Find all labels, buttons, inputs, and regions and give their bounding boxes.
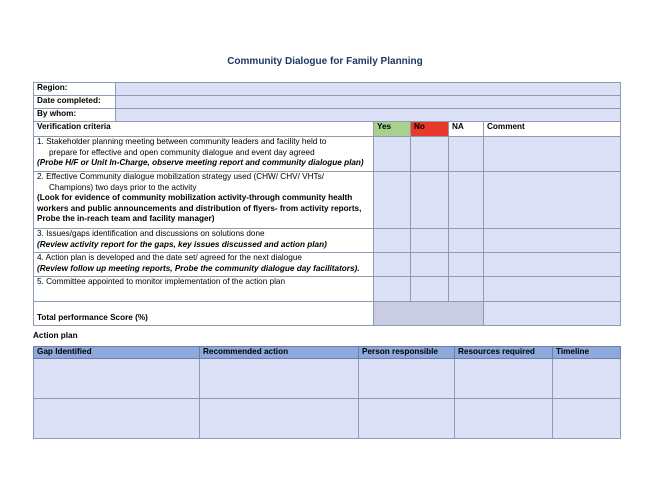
date-completed-field[interactable] <box>116 96 621 109</box>
gap-identified-header: Gap Identified <box>34 347 200 359</box>
yes-header: Yes <box>374 122 411 137</box>
resources-required-header: Resources required <box>455 347 553 359</box>
criterion-text: 2. Effective Community dialogue mobilization strategy used (CHW/ CHV/ VHTs/ Champions) two days prior to the activity (Look for evidence of community mobilization activity-through community health workers and public announcements and distribution of flyers- from activity reports, Probe the in-reach team and facility manager) <box>34 172 374 229</box>
by-whom-label: By whom: <box>34 109 116 122</box>
criterion-text: 1. Stakeholder planning meeting between community leaders and facility held to prepare for effective and open community dialogue and event day agreed (Probe H/F or Unit In-Charge, observe meeting report and community dialogue plan) <box>34 137 374 172</box>
yes-cell[interactable] <box>374 172 411 229</box>
person-responsible-header: Person responsible <box>359 347 455 359</box>
action-plan-label: Action plan <box>33 331 78 340</box>
date-completed-label: Date completed: <box>34 96 116 109</box>
criterion-text: 5. Committee appointed to monitor implementation of the action plan <box>34 277 374 302</box>
verification-table <box>33 82 621 326</box>
yes-cell[interactable] <box>374 137 411 172</box>
no-cell[interactable] <box>411 277 449 302</box>
person-responsible-cell[interactable] <box>359 398 455 438</box>
verification-criteria-header: Verification criteria <box>34 122 374 137</box>
recommended-action-cell[interactable] <box>200 358 359 398</box>
yes-cell[interactable] <box>374 277 411 302</box>
timeline-cell[interactable] <box>553 398 621 438</box>
na-header: NA <box>449 122 484 137</box>
na-cell[interactable] <box>449 137 484 172</box>
criterion-text: 3. Issues/gaps identification and discussions on solutions done (Review activity report for the gaps, key issues discussed and action plan) <box>34 229 374 253</box>
criterion-row-5 <box>34 277 621 302</box>
no-cell[interactable] <box>411 229 449 253</box>
comment-cell[interactable] <box>484 277 621 302</box>
total-comment-cell[interactable] <box>484 302 621 326</box>
na-cell[interactable] <box>449 229 484 253</box>
na-cell[interactable] <box>449 277 484 302</box>
yes-cell[interactable] <box>374 229 411 253</box>
total-score-row <box>34 302 621 326</box>
region-label: Region: <box>34 83 116 96</box>
action-row <box>34 398 621 438</box>
comment-header: Comment <box>484 122 621 137</box>
na-cell[interactable] <box>449 172 484 229</box>
comment-cell[interactable] <box>484 137 621 172</box>
timeline-header: Timeline <box>553 347 621 359</box>
criterion-text: 4. Action plan is developed and the date set/ agreed for the next dialogue (Review follow up meeting reports, Probe the community dialogue day facilitators). <box>34 253 374 277</box>
by-whom-field[interactable] <box>116 109 621 122</box>
region-field[interactable] <box>116 83 621 96</box>
total-score-cell[interactable] <box>374 302 484 326</box>
na-cell[interactable] <box>449 253 484 277</box>
timeline-cell[interactable] <box>553 358 621 398</box>
no-cell[interactable] <box>411 253 449 277</box>
no-cell[interactable] <box>411 137 449 172</box>
criterion-row-1 <box>34 137 621 172</box>
total-score-label: Total performance Score (%) <box>34 302 374 326</box>
page-title: Community Dialogue for Family Planning <box>227 56 423 67</box>
action-row <box>34 358 621 398</box>
no-cell[interactable] <box>411 172 449 229</box>
comment-cell[interactable] <box>484 229 621 253</box>
criterion-row-3 <box>34 229 621 253</box>
gap-identified-cell[interactable] <box>34 358 200 398</box>
gap-identified-cell[interactable] <box>34 398 200 438</box>
action-plan-table <box>33 346 621 439</box>
comment-cell[interactable] <box>484 253 621 277</box>
yes-cell[interactable] <box>374 253 411 277</box>
recommended-action-header: Recommended action <box>200 347 359 359</box>
recommended-action-cell[interactable] <box>200 398 359 438</box>
criterion-row-4 <box>34 253 621 277</box>
resources-required-cell[interactable] <box>455 358 553 398</box>
no-header: No <box>411 122 449 137</box>
resources-required-cell[interactable] <box>455 398 553 438</box>
comment-cell[interactable] <box>484 172 621 229</box>
person-responsible-cell[interactable] <box>359 358 455 398</box>
criterion-row-2 <box>34 172 621 229</box>
